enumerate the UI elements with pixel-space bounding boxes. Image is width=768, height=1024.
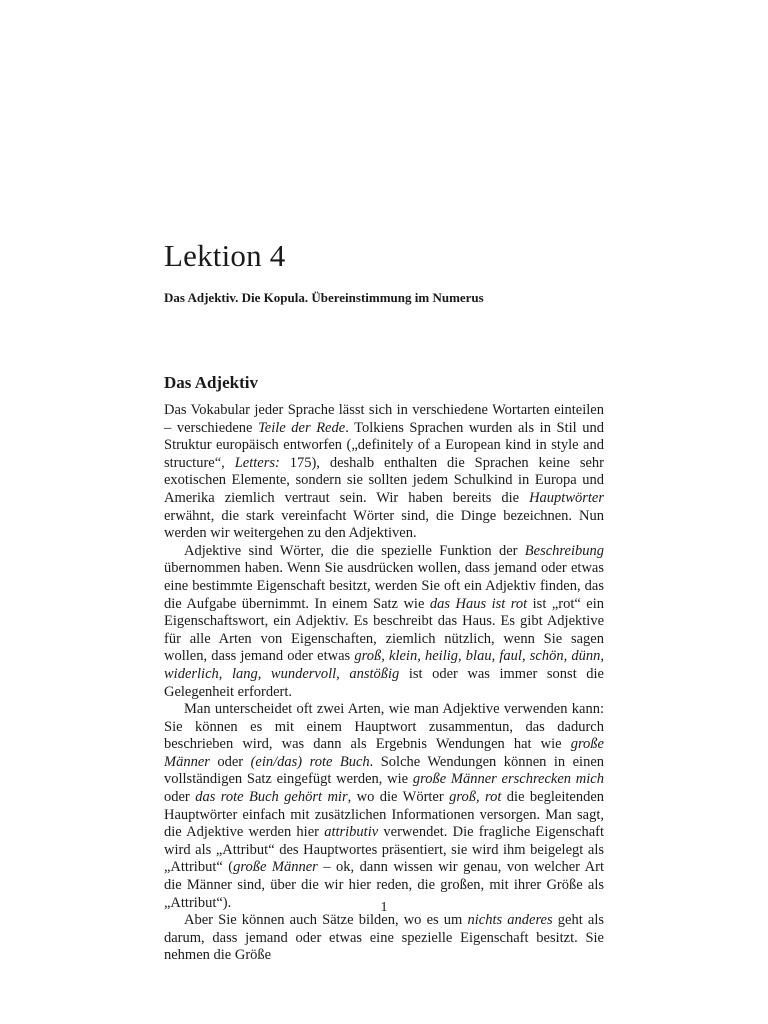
- emphasis-text: groß, rot: [449, 789, 502, 806]
- body-text-run: . Tolkiens Sprachen wurden als in Stil und Struktur europäisch entworfen („definitely of a European kind in style and structure“,: [164, 419, 604, 471]
- body-text-run: Man unterscheidet oft zwei Arten, wie man Adjektive verwenden kann: Sie können es mit einem Hauptwort zusammentun, das dadurch beschrieben wird, was dann als Ergebnis Wendungen hat wie: [164, 701, 604, 753]
- emphasis-text: große Männer: [164, 736, 604, 770]
- emphasis-text: (ein/das) rote Buch: [250, 753, 370, 770]
- body-text-run: verwendet. Die fragliche Eigenschaft wird als „Attribut“ des Hauptwortes präsentiert, sie wird ihm beigelegt als „Attribut“ (: [164, 824, 604, 876]
- body-text-run: ist „rot“ ein Eigenschaftswort, ein Adjektiv. Es beschreibt das Haus. Es gibt Adjektive für alle Arten von Eigenschaften, ziemlich nützlich, wenn Sie sagen wollen, dass jemand oder etwas: [164, 595, 605, 665]
- emphasis-text: das rote Buch gehört mir: [195, 789, 348, 806]
- body-text-run: 175), deshalb enthalten die Sprachen keine sehr exotischen Elemente, sondern sie sollten jedem Schulkind in Europa und Amerika ziemlich vertraut sein. Wir haben bereits die: [164, 454, 604, 506]
- document-page: [164, 0, 604, 1024]
- chapter-subtitle: Das Adjektiv. Die Kopula. Übereinstimmung im Numerus: [164, 290, 484, 305]
- body-text-run: Adjektive sind Wörter, die die spezielle Funktion der: [184, 542, 525, 559]
- emphasis-text: Beschreibung: [524, 542, 604, 559]
- page-number: 1: [380, 900, 388, 915]
- paragraph: [164, 701, 604, 912]
- section-heading: Das Adjektiv: [164, 373, 258, 392]
- body-text-run: oder: [164, 789, 196, 806]
- paragraph: [164, 912, 604, 965]
- body-text-run: erwähnt, die stark vereinfacht Wörter sind, die Dinge bezeichnen. Nun werden wir weitergehen zu den Adjektiven.: [164, 507, 604, 542]
- emphasis-text: nichts anderes: [467, 912, 553, 929]
- emphasis-text: Letters:: [234, 454, 280, 471]
- paragraph: [164, 402, 604, 543]
- paragraph: [164, 543, 604, 701]
- chapter-title: Lektion 4: [164, 238, 286, 273]
- body-text-run: . Solche Wendungen können in einen vollständigen Satz eingefügt werden, wie: [164, 753, 605, 788]
- emphasis-text: attributiv: [324, 824, 379, 841]
- emphasis-text: große Männer erschrecken mich: [412, 771, 604, 788]
- body-text: [164, 402, 604, 965]
- body-text-run: übernommen haben. Wenn Sie ausdrücken wollen, dass jemand oder etwas eine bestimmte Eigenschaft besitzt, werden Sie oft ein Adjektiv finden, das die Aufgabe übernimmt. In einem Satz wie: [164, 560, 604, 612]
- emphasis-text: groß, klein, heilig, blau, faul, schön, dünn, widerlich, lang, wundervoll, anstößig: [164, 648, 604, 682]
- body-text-run: Aber Sie können auch Sätze bilden, wo es um: [184, 912, 468, 929]
- body-text-run: ist oder was immer sonst die Gelegenheit erfordert.: [164, 665, 604, 700]
- emphasis-text: Teile der Rede: [258, 419, 346, 436]
- body-text-run: Das Vokabular jeder Sprache lässt sich in verschiedene Wortarten einteilen – verschiedene: [164, 402, 604, 436]
- emphasis-text: große Männer: [233, 859, 318, 876]
- emphasis-text: das Haus ist rot: [429, 595, 528, 612]
- body-text-run: die begleitenden Hauptwörter einfach mit zusätzlichen Informationen versorgen. Man sagt, die Adjektive werden hier: [164, 789, 605, 841]
- body-text-run: geht als darum, dass jemand oder etwas eine spezielle Eigenschaft besitzt. Sie nehmen die Größe: [164, 912, 605, 964]
- body-text-run: , wo die Wörter: [347, 789, 450, 806]
- body-text-run: – ok, dann wissen wir genau, von welcher Art die Männer sind, über die wir hier reden, die großen, mit ihrer Größe als „Attribut“).: [164, 859, 604, 911]
- body-text-run: oder: [209, 753, 251, 770]
- emphasis-text: Hauptwörter: [529, 489, 604, 506]
